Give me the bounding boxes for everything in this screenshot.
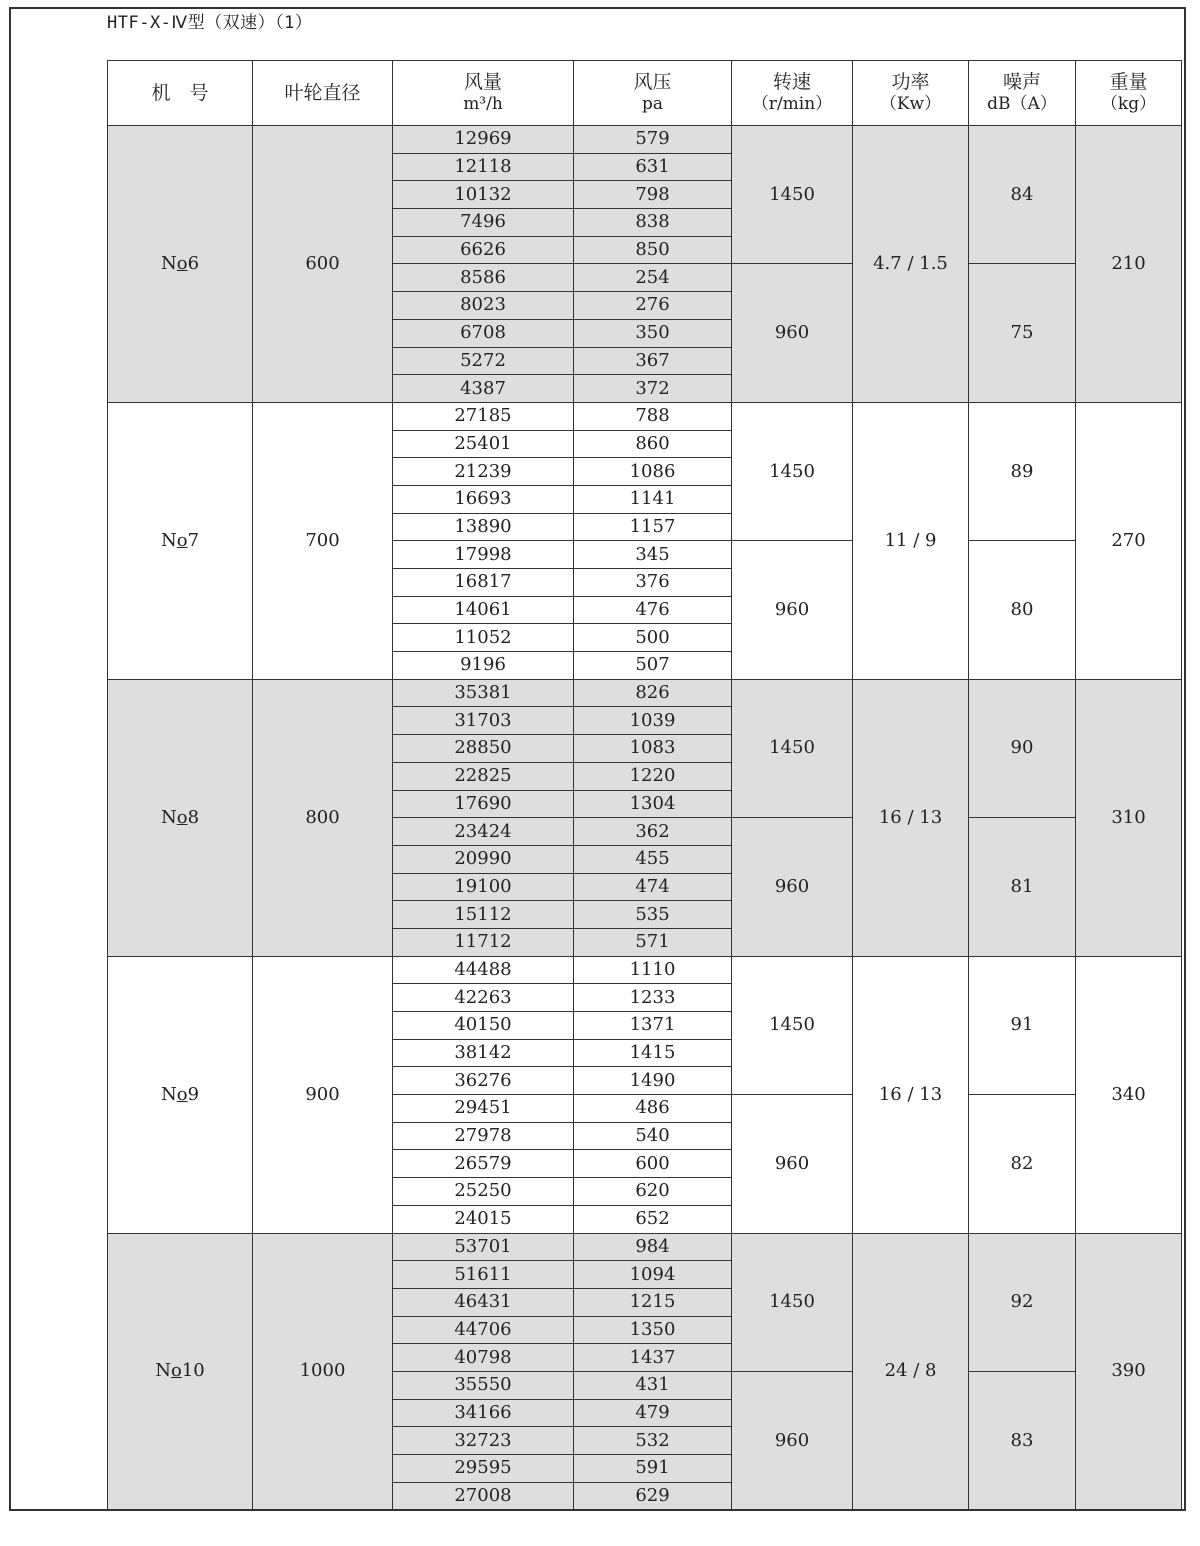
airflow-cell: 6708 bbox=[393, 319, 574, 347]
fan-spec-table bbox=[107, 60, 1182, 1510]
airflow-cell: 31703 bbox=[393, 707, 574, 735]
document-title: HTF-X-Ⅳ型（双速）（1） bbox=[107, 13, 313, 33]
impeller-cell: 1000 bbox=[253, 1233, 393, 1510]
pressure-cell: 1083 bbox=[574, 735, 732, 763]
pressure-cell: 1215 bbox=[574, 1288, 732, 1316]
header-power-unit: （Kw） bbox=[879, 94, 942, 114]
speed-cell: 1450 bbox=[732, 1233, 853, 1371]
airflow-cell: 27978 bbox=[393, 1122, 574, 1150]
pressure-cell: 1437 bbox=[574, 1344, 732, 1372]
speed-cell: 960 bbox=[732, 1095, 853, 1233]
pressure-cell: 431 bbox=[574, 1371, 732, 1399]
pressure-cell: 1220 bbox=[574, 762, 732, 790]
pressure-cell: 486 bbox=[574, 1095, 732, 1123]
airflow-cell: 40150 bbox=[393, 1012, 574, 1040]
airflow-cell: 11712 bbox=[393, 928, 574, 956]
airflow-cell: 24015 bbox=[393, 1205, 574, 1233]
pressure-cell: 372 bbox=[574, 375, 732, 403]
airflow-cell: 29595 bbox=[393, 1455, 574, 1483]
model-o-mark: o bbox=[176, 252, 188, 274]
pressure-cell: 600 bbox=[574, 1150, 732, 1178]
speed-cell: 960 bbox=[732, 541, 853, 679]
model-cell bbox=[108, 126, 253, 403]
pressure-cell: 455 bbox=[574, 845, 732, 873]
table-row bbox=[108, 1233, 1182, 1261]
airflow-cell: 38142 bbox=[393, 1039, 574, 1067]
airflow-cell: 16817 bbox=[393, 569, 574, 597]
weight-cell: 340 bbox=[1076, 956, 1182, 1233]
airflow-cell: 8586 bbox=[393, 264, 574, 292]
impeller-cell: 900 bbox=[253, 956, 393, 1233]
airflow-cell: 25250 bbox=[393, 1178, 574, 1206]
pressure-cell: 826 bbox=[574, 679, 732, 707]
pressure-cell: 540 bbox=[574, 1122, 732, 1150]
airflow-cell: 9196 bbox=[393, 652, 574, 680]
model-o-mark: o bbox=[171, 1360, 182, 1382]
noise-cell: 84 bbox=[969, 126, 1076, 264]
table-row bbox=[108, 402, 1182, 430]
weight-cell: 210 bbox=[1076, 126, 1182, 403]
pressure-cell: 1086 bbox=[574, 458, 732, 486]
airflow-cell: 12118 bbox=[393, 153, 574, 181]
pressure-cell: 1371 bbox=[574, 1012, 732, 1040]
airflow-cell: 17998 bbox=[393, 541, 574, 569]
airflow-cell: 17690 bbox=[393, 790, 574, 818]
airflow-cell: 32723 bbox=[393, 1427, 574, 1455]
header-airflow bbox=[393, 61, 574, 126]
table-row bbox=[108, 679, 1182, 707]
airflow-cell: 5272 bbox=[393, 347, 574, 375]
airflow-cell: 51611 bbox=[393, 1261, 574, 1289]
weight-cell: 310 bbox=[1076, 679, 1182, 956]
speed-cell: 960 bbox=[732, 264, 853, 402]
model-number: 8 bbox=[187, 806, 200, 828]
pressure-cell: 367 bbox=[574, 347, 732, 375]
pressure-cell: 1141 bbox=[574, 485, 732, 513]
airflow-cell: 29451 bbox=[393, 1095, 574, 1123]
pressure-cell: 620 bbox=[574, 1178, 732, 1206]
airflow-cell: 11052 bbox=[393, 624, 574, 652]
airflow-cell: 34166 bbox=[393, 1399, 574, 1427]
model-cell bbox=[108, 679, 253, 956]
weight-cell: 270 bbox=[1076, 402, 1182, 679]
pressure-cell: 254 bbox=[574, 264, 732, 292]
impeller-cell: 800 bbox=[253, 679, 393, 956]
noise-cell: 91 bbox=[969, 956, 1076, 1094]
model-prefix: N bbox=[160, 529, 177, 551]
airflow-cell: 46431 bbox=[393, 1288, 574, 1316]
pressure-cell: 860 bbox=[574, 430, 732, 458]
noise-cell: 82 bbox=[969, 1095, 1076, 1233]
airflow-cell: 6626 bbox=[393, 236, 574, 264]
table-row bbox=[108, 126, 1182, 154]
header-noise-label: 噪声 bbox=[1002, 71, 1041, 93]
pressure-cell: 1110 bbox=[574, 956, 732, 984]
airflow-cell: 22825 bbox=[393, 762, 574, 790]
noise-cell: 75 bbox=[969, 264, 1076, 402]
header-pressure bbox=[574, 61, 732, 126]
airflow-cell: 16693 bbox=[393, 485, 574, 513]
speed-cell: 1450 bbox=[732, 126, 853, 264]
table-row bbox=[108, 956, 1182, 984]
pressure-cell: 535 bbox=[574, 901, 732, 929]
header-airflow-unit: m³/h bbox=[463, 94, 503, 114]
airflow-cell: 12969 bbox=[393, 126, 574, 154]
header-weight-label: 重量 bbox=[1109, 71, 1148, 93]
pressure-cell: 798 bbox=[574, 181, 732, 209]
noise-cell: 81 bbox=[969, 818, 1076, 956]
noise-cell: 89 bbox=[969, 402, 1076, 540]
model-cell bbox=[108, 1233, 253, 1510]
noise-cell: 83 bbox=[969, 1371, 1076, 1509]
airflow-cell: 4387 bbox=[393, 375, 574, 403]
header-noise bbox=[969, 61, 1076, 126]
pressure-cell: 276 bbox=[574, 292, 732, 320]
airflow-cell: 42263 bbox=[393, 984, 574, 1012]
pressure-cell: 479 bbox=[574, 1399, 732, 1427]
pressure-cell: 1039 bbox=[574, 707, 732, 735]
model-o-mark: o bbox=[176, 529, 188, 551]
pressure-cell: 652 bbox=[574, 1205, 732, 1233]
header-airflow-label: 风量 bbox=[463, 71, 502, 93]
header-speed-unit: （r/min） bbox=[751, 94, 833, 114]
airflow-cell: 35550 bbox=[393, 1371, 574, 1399]
header-model bbox=[108, 61, 253, 126]
header-row bbox=[108, 61, 1182, 126]
pressure-cell: 1350 bbox=[574, 1316, 732, 1344]
airflow-cell: 21239 bbox=[393, 458, 574, 486]
pressure-cell: 1490 bbox=[574, 1067, 732, 1095]
speed-cell: 1450 bbox=[732, 402, 853, 540]
pressure-cell: 629 bbox=[574, 1482, 732, 1510]
header-impeller-label: 叶轮直径 bbox=[284, 81, 361, 104]
model-number: 6 bbox=[187, 252, 200, 274]
airflow-cell: 23424 bbox=[393, 818, 574, 846]
speed-cell: 960 bbox=[732, 818, 853, 956]
pressure-cell: 579 bbox=[574, 126, 732, 154]
airflow-cell: 8023 bbox=[393, 292, 574, 320]
header-noise-unit: dB（A） bbox=[987, 94, 1057, 114]
power-cell: 16 / 13 bbox=[853, 679, 969, 956]
power-cell: 24 / 8 bbox=[853, 1233, 969, 1510]
header-pressure-unit: pa bbox=[641, 94, 664, 114]
weight-cell: 390 bbox=[1076, 1233, 1182, 1510]
impeller-cell: 700 bbox=[253, 402, 393, 679]
airflow-cell: 25401 bbox=[393, 430, 574, 458]
noise-cell: 92 bbox=[969, 1233, 1076, 1371]
noise-cell: 90 bbox=[969, 679, 1076, 817]
model-number: 9 bbox=[187, 1083, 200, 1105]
airflow-cell: 28850 bbox=[393, 735, 574, 763]
speed-cell: 1450 bbox=[732, 679, 853, 817]
pressure-cell: 1304 bbox=[574, 790, 732, 818]
airflow-cell: 27185 bbox=[393, 402, 574, 430]
header-model-label: 机 号 bbox=[151, 81, 209, 104]
pressure-cell: 362 bbox=[574, 818, 732, 846]
pressure-cell: 474 bbox=[574, 873, 732, 901]
airflow-cell: 7496 bbox=[393, 209, 574, 237]
header-speed bbox=[732, 61, 853, 126]
model-number: 7 bbox=[187, 529, 200, 551]
airflow-cell: 44488 bbox=[393, 956, 574, 984]
airflow-cell: 15112 bbox=[393, 901, 574, 929]
pressure-cell: 532 bbox=[574, 1427, 732, 1455]
header-weight-unit: （kg） bbox=[1100, 94, 1157, 114]
model-prefix: N bbox=[155, 1360, 171, 1382]
header-pressure-label: 风压 bbox=[633, 71, 672, 93]
airflow-cell: 10132 bbox=[393, 181, 574, 209]
speed-cell: 1450 bbox=[732, 956, 853, 1094]
pressure-cell: 838 bbox=[574, 209, 732, 237]
power-cell: 4.7 / 1.5 bbox=[853, 126, 969, 403]
header-weight bbox=[1076, 61, 1182, 126]
pressure-cell: 984 bbox=[574, 1233, 732, 1261]
header-power bbox=[853, 61, 969, 126]
pressure-cell: 631 bbox=[574, 153, 732, 181]
airflow-cell: 14061 bbox=[393, 596, 574, 624]
airflow-cell: 19100 bbox=[393, 873, 574, 901]
pressure-cell: 571 bbox=[574, 928, 732, 956]
airflow-cell: 36276 bbox=[393, 1067, 574, 1095]
airflow-cell: 53701 bbox=[393, 1233, 574, 1261]
impeller-cell: 600 bbox=[253, 126, 393, 403]
header-power-label: 功率 bbox=[891, 71, 930, 93]
pressure-cell: 1233 bbox=[574, 984, 732, 1012]
pressure-cell: 500 bbox=[574, 624, 732, 652]
airflow-cell: 20990 bbox=[393, 845, 574, 873]
power-cell: 11 / 9 bbox=[853, 402, 969, 679]
pressure-cell: 345 bbox=[574, 541, 732, 569]
model-cell bbox=[108, 956, 253, 1233]
airflow-cell: 26579 bbox=[393, 1150, 574, 1178]
model-prefix: N bbox=[160, 806, 177, 828]
model-prefix: N bbox=[160, 1083, 177, 1105]
pressure-cell: 476 bbox=[574, 596, 732, 624]
model-o-mark: o bbox=[176, 1083, 188, 1105]
model-number: 10 bbox=[181, 1360, 205, 1382]
airflow-cell: 40798 bbox=[393, 1344, 574, 1372]
model-cell bbox=[108, 402, 253, 679]
model-o-mark: o bbox=[176, 806, 188, 828]
pressure-cell: 788 bbox=[574, 402, 732, 430]
pressure-cell: 350 bbox=[574, 319, 732, 347]
header-impeller bbox=[253, 61, 393, 126]
speed-cell: 960 bbox=[732, 1371, 853, 1509]
pressure-cell: 850 bbox=[574, 236, 732, 264]
pressure-cell: 1094 bbox=[574, 1261, 732, 1289]
power-cell: 16 / 13 bbox=[853, 956, 969, 1233]
pressure-cell: 1415 bbox=[574, 1039, 732, 1067]
pressure-cell: 376 bbox=[574, 569, 732, 597]
table-body bbox=[108, 126, 1182, 1510]
airflow-cell: 27008 bbox=[393, 1482, 574, 1510]
header-speed-label: 转速 bbox=[772, 71, 811, 93]
model-prefix: N bbox=[160, 252, 177, 274]
pressure-cell: 591 bbox=[574, 1455, 732, 1483]
airflow-cell: 13890 bbox=[393, 513, 574, 541]
noise-cell: 80 bbox=[969, 541, 1076, 679]
airflow-cell: 44706 bbox=[393, 1316, 574, 1344]
airflow-cell: 35381 bbox=[393, 679, 574, 707]
pressure-cell: 1157 bbox=[574, 513, 732, 541]
pressure-cell: 507 bbox=[574, 652, 732, 680]
